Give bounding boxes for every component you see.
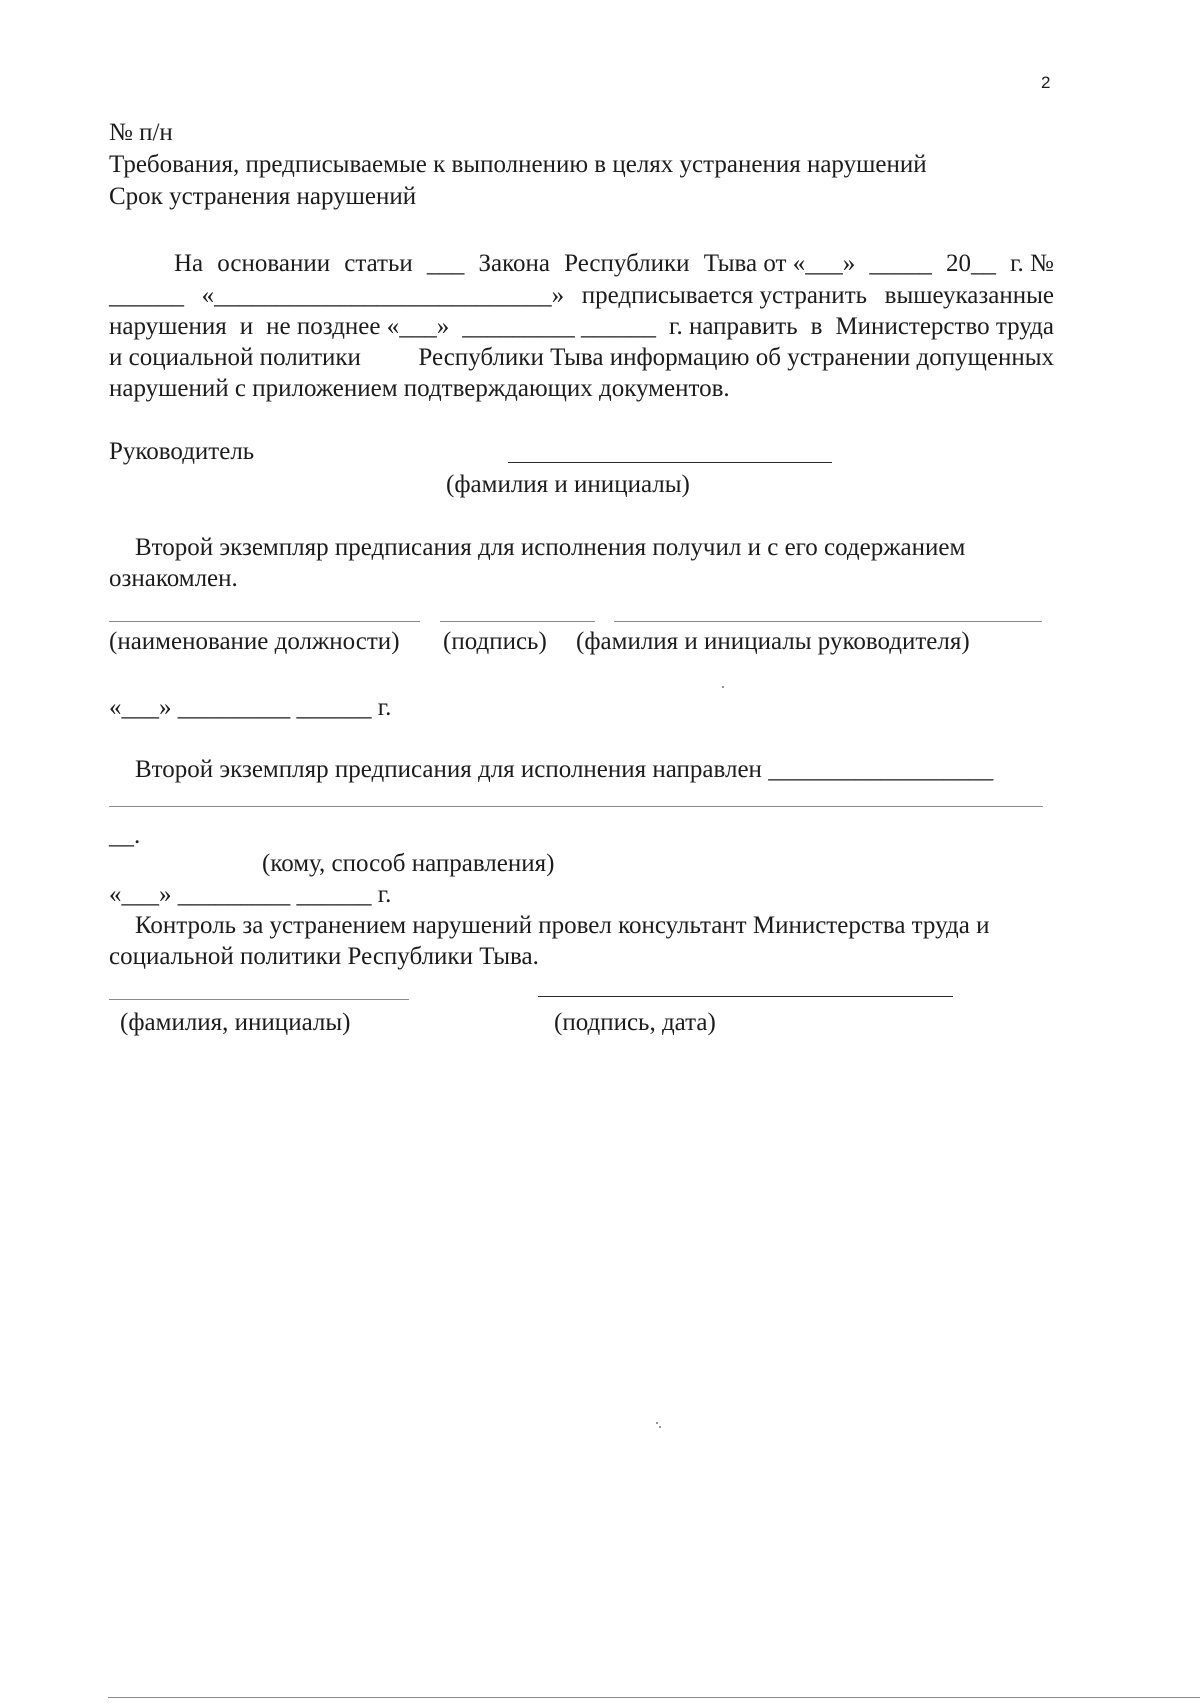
word: статьи <box>344 250 413 277</box>
paragraph-line-2 <box>109 283 1054 308</box>
sent-recipient-line <box>109 806 1043 807</box>
name-line <box>614 621 1042 622</box>
control-name-line <box>109 999 409 1000</box>
scan-speck <box>656 1422 658 1424</box>
blank-field: _________ ______ <box>462 313 657 340</box>
signature-caption: (подпись) <box>443 628 547 655</box>
requirements-heading: Требования, предписываемые к выполнению в целях устранения нарушений <box>109 151 927 178</box>
position-caption: (наименование должности) <box>109 628 400 655</box>
word: в <box>810 313 823 340</box>
blank-field: ______ <box>109 282 184 309</box>
control-text-line-1: Контроль за устранением нарушений провел консультант Министерства труда и <box>135 912 990 939</box>
sent-text: Второй экземпляр предписания для исполнения направлен __________________ <box>135 756 994 783</box>
head-name-caption: (фамилия и инициалы) <box>446 471 690 498</box>
blank-field: _____ <box>869 250 932 277</box>
word: Республики <box>564 250 690 277</box>
head-name-line <box>508 462 832 463</box>
received-text-line-1: Второй экземпляр предписания для исполнения получил и с его содержанием <box>135 534 966 561</box>
signature-line <box>440 621 595 622</box>
word: предписывается устранить <box>581 282 868 309</box>
control-name-caption: (фамилия, инициалы) <box>120 1009 351 1036</box>
word: Тыва от «___» <box>703 250 856 277</box>
control-signature-caption: (подпись, дата) <box>554 1009 716 1036</box>
sent-date-line: «___» _________ ______ г. <box>109 881 392 908</box>
sent-caption: (кому, способ направления) <box>262 850 555 877</box>
sent-continuation: __. <box>109 822 141 849</box>
word: и социальной политики <box>109 344 361 371</box>
position-line <box>109 621 420 622</box>
paragraph-line-4 <box>109 345 1054 370</box>
page-edge-line <box>108 1697 1200 1698</box>
word: г. направить <box>669 313 798 340</box>
word: г. № <box>1010 250 1054 277</box>
deadline-heading: Срок устранения нарушений <box>109 183 417 210</box>
scan-speck <box>722 686 724 688</box>
word: На <box>174 250 204 277</box>
paragraph-line-3 <box>109 314 1054 339</box>
word: основании <box>217 250 331 277</box>
word: не позднее «___» <box>266 313 450 340</box>
received-date-line: «___» _________ ______ г. <box>109 694 392 721</box>
control-text-line-2: социальной политики Республики Тыва. <box>109 943 539 970</box>
received-text-line-2: ознакомлен. <box>109 565 238 592</box>
head-label: Руководитель <box>109 438 255 465</box>
control-signature-line <box>538 996 953 997</box>
page-number: 2 <box>1041 73 1051 92</box>
word: Закона <box>478 250 550 277</box>
manager-name-caption: (фамилия и инициалы руководителя) <box>576 628 970 655</box>
word: 20__ <box>945 250 996 277</box>
document-number: № п/н <box>109 119 173 146</box>
word: вышеуказанные <box>884 282 1054 309</box>
blank-field: ___ <box>426 250 465 277</box>
word: Республики Тыва информацию об устранении допущенных <box>418 344 1054 371</box>
paragraph-line-1 <box>174 251 1054 276</box>
word: Министерство труда <box>835 313 1054 340</box>
word: и <box>239 313 254 340</box>
blank-field: «___________________________» <box>201 282 565 309</box>
word: нарушения <box>109 313 227 340</box>
paragraph-line-5: нарушений с приложением подтверждающих документов. <box>109 375 730 402</box>
scan-speck <box>659 1426 661 1428</box>
